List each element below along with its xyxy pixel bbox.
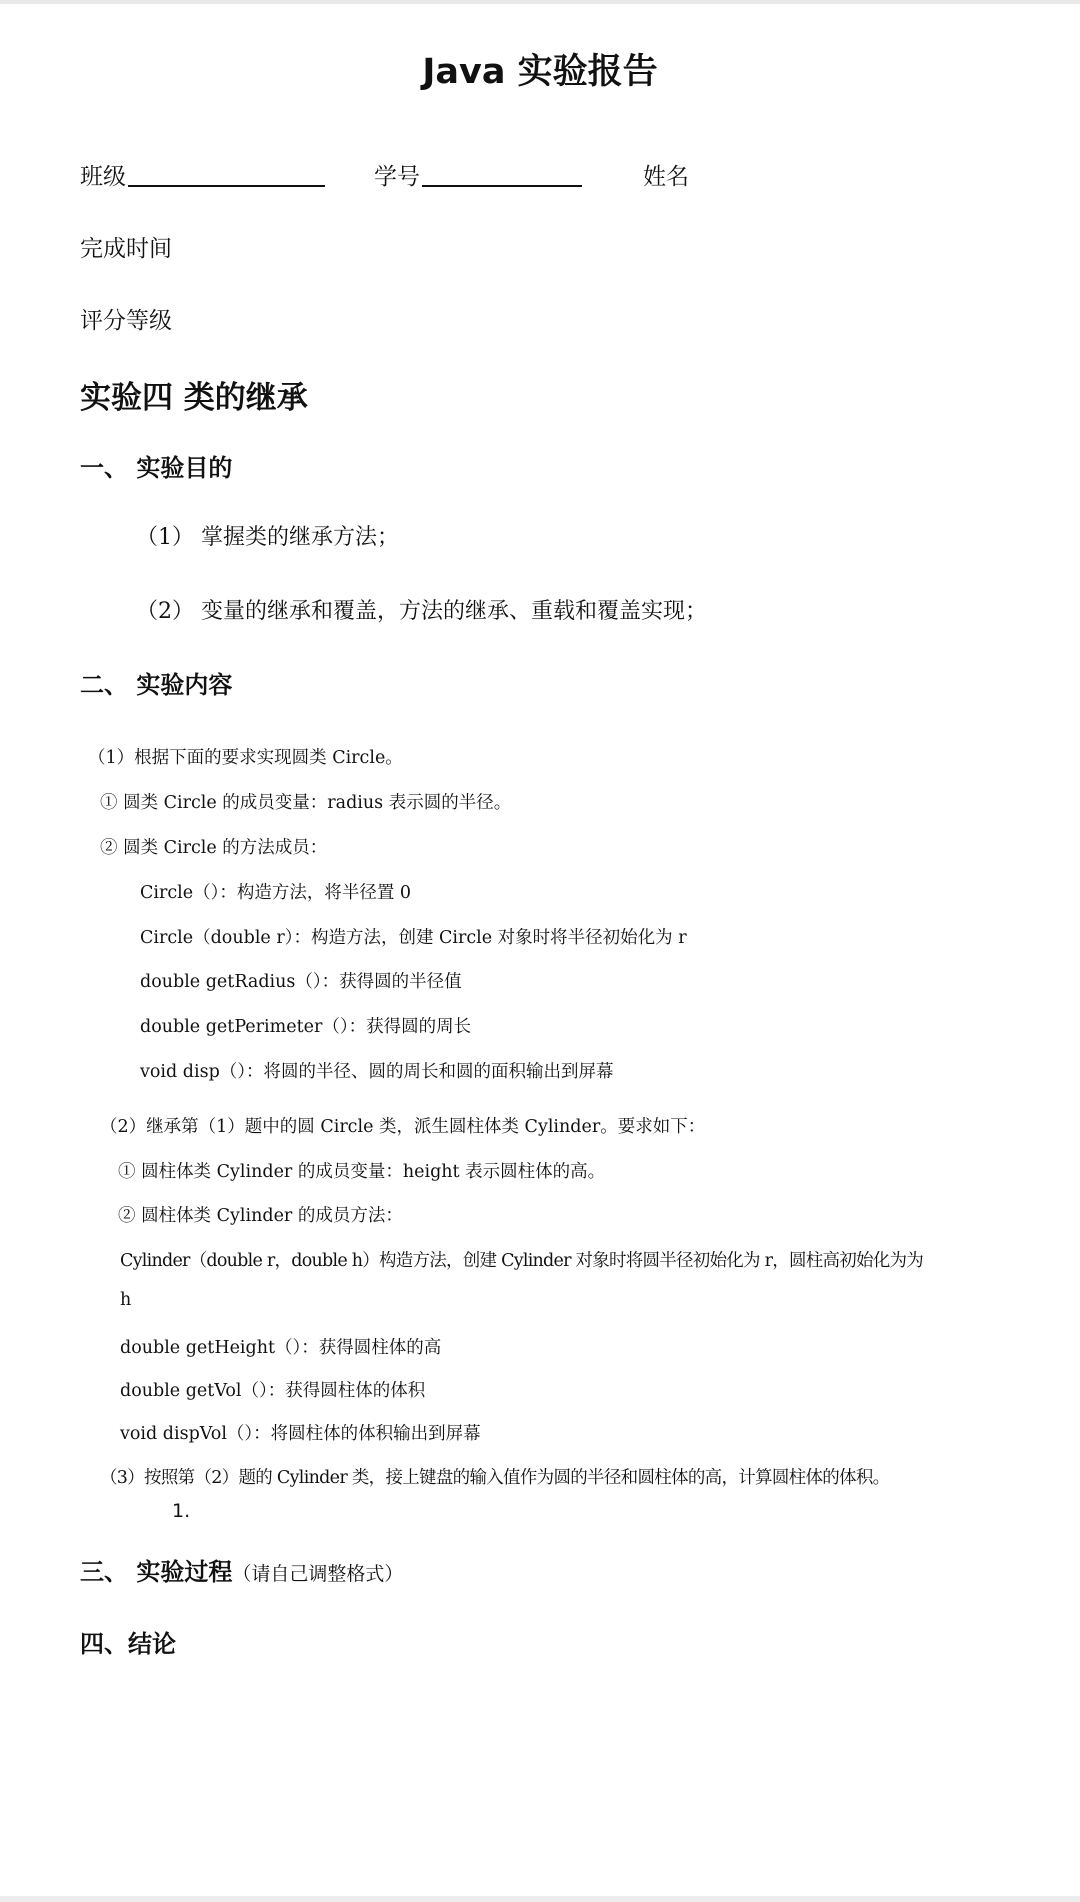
section-process-heading — [80, 1552, 403, 1587]
name-label: 姓名 — [643, 164, 689, 190]
chapter-title: 实验四 类的继承 — [80, 380, 308, 416]
page-title: Java 实验报告 — [422, 52, 658, 92]
content-line: （3）按照第（2）题的 Cylinder 类，接上键盘的输入值作为圆的半径和圆柱体的高，计算圆柱体的体积。 — [100, 1468, 890, 1488]
grade-label: 评分等级 — [80, 308, 172, 334]
content-line: h — [120, 1290, 132, 1310]
content-line: void dispVol（）：将圆柱体的体积输出到屏幕 — [120, 1424, 481, 1444]
section-process-note: （请自己调整格式） — [232, 1563, 404, 1585]
content-line: ① 圆类 Circle 的成员变量：radius 表示圆的半径。 — [100, 793, 512, 813]
page-top-edge — [0, 0, 1080, 4]
page-bottom-edge — [0, 1896, 1080, 1902]
student-id-field[interactable] — [422, 185, 582, 187]
class-label: 班级 — [80, 164, 126, 190]
student-id-label: 学号 — [374, 164, 420, 190]
completion-time-label: 完成时间 — [80, 236, 172, 262]
numbered-list-item: 1. — [172, 1500, 191, 1522]
content-line: void disp（）：将圆的半径、圆的周长和圆的面积输出到屏幕 — [140, 1062, 614, 1082]
class-field[interactable] — [128, 185, 325, 187]
content-line: double getPerimeter（）：获得圆的周长 — [140, 1017, 472, 1037]
section-process-title: 三、 实验过程 — [80, 1557, 233, 1586]
content-line: Cylinder（double r，double h）构造方法，创建 Cylinder 对象时将圆半径初始化为 r，圆柱高初始化为为 — [120, 1251, 923, 1271]
section-conclusion-heading: 四、结论 — [80, 1629, 176, 1658]
content-line: （1）根据下面的要求实现圆类 Circle。 — [88, 748, 403, 768]
section-content-heading: 二、 实验内容 — [80, 670, 233, 699]
content-line: Circle（double r）：构造方法，创建 Circle 对象时将半径初始化为 r — [140, 928, 687, 948]
objective-item-2: （2） 变量的继承和覆盖，方法的继承、重载和覆盖实现； — [136, 599, 707, 624]
content-line: double getRadius（）：获得圆的半径值 — [140, 972, 462, 992]
content-line: double getVol（）：获得圆柱体的体积 — [120, 1381, 426, 1401]
objective-item-1: （1） 掌握类的继承方法； — [136, 525, 399, 550]
content-line: double getHeight（）：获得圆柱体的高 — [120, 1338, 442, 1358]
content-line: ② 圆柱体类 Cylinder 的成员方法： — [118, 1206, 403, 1226]
content-line: Circle（）：构造方法，将半径置 0 — [140, 883, 412, 903]
content-line: （2）继承第（1）题中的圆 Circle 类，派生圆柱体类 Cylinder。要求如下： — [100, 1117, 706, 1137]
section-objective-heading: 一、 实验目的 — [80, 453, 233, 482]
content-line: ② 圆类 Circle 的方法成员： — [100, 838, 328, 858]
content-line: ① 圆柱体类 Cylinder 的成员变量：height 表示圆柱体的高。 — [118, 1162, 606, 1182]
